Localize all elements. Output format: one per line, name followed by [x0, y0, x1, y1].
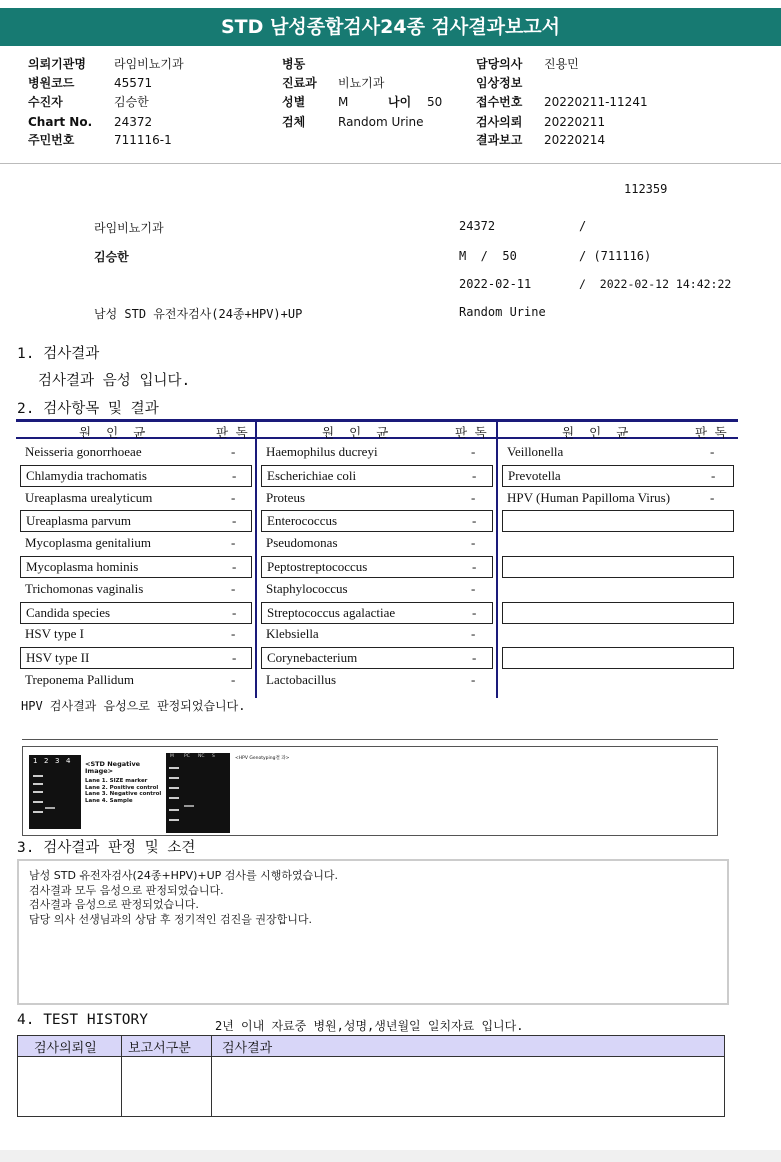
report-title: STD 남성종합검사24종 검사결과보고서: [0, 8, 781, 46]
organism-name: Proteus: [266, 489, 305, 505]
organism-result: -: [471, 444, 476, 459]
table-row: [502, 579, 734, 601]
organism-result: -: [232, 650, 237, 666]
header-label: 검체: [282, 115, 306, 129]
organism-name: Candida species: [26, 604, 111, 620]
organism-result: -: [232, 467, 237, 483]
organism-name: Trichomonas vaginalis: [25, 580, 144, 596]
section2-title: 2. 검사항목 및 결과: [17, 401, 159, 417]
organism-result: -: [471, 580, 476, 596]
column-header-organism: 원 인 균: [562, 425, 629, 440]
organism-name: Treponema Pallidum: [25, 672, 134, 687]
table-row: [502, 442, 734, 464]
header-value: 20220211: [544, 115, 606, 129]
header-value: 45571: [114, 76, 153, 90]
organism-name: Staphylococcus: [266, 580, 348, 596]
header-value: M: [338, 95, 349, 109]
organism-result: -: [471, 672, 476, 687]
caption-line: Lane 4. Sample: [85, 797, 133, 804]
hpv-lane-label: M: [170, 754, 174, 759]
table-row: [20, 533, 252, 555]
chart-number: 24372: [459, 219, 496, 233]
report-datetime: / 2022-02-12 14:42:22: [579, 277, 732, 291]
table-row: [20, 488, 252, 510]
table-row: [20, 442, 252, 464]
caption-line: Lane 2. Positive control: [85, 784, 159, 791]
lane-number: 3: [55, 757, 60, 765]
organism-result: -: [231, 489, 236, 505]
hpv-note: HPV 검사결과 음성으로 판정되었습니다.: [21, 699, 246, 713]
sex-age: M / 50: [459, 249, 517, 263]
organism-result: -: [232, 559, 237, 574]
history-col-result: 검사결과: [222, 1041, 273, 1056]
table-row: [502, 647, 734, 669]
organism-result: -: [232, 604, 237, 620]
table-row: [261, 602, 493, 624]
organism-name: Streptococcus agalactiae: [267, 604, 396, 620]
table-row: [502, 670, 734, 692]
organism-result: -: [231, 535, 236, 551]
table-row: [261, 442, 493, 464]
history-divider: [211, 1036, 212, 1116]
organism-name: Peptostreptococcus: [267, 559, 368, 574]
history-col-report-type: 보고서구분: [128, 1041, 191, 1056]
column-header-result: 판 독: [455, 425, 487, 440]
organism-result: -: [472, 604, 477, 620]
test-name: 남성 STD 유전자검사(24종+HPV)+UP: [94, 307, 303, 321]
table-row: [261, 647, 493, 669]
image-divider: [22, 739, 718, 740]
organism-result: -: [710, 489, 715, 505]
hpv-caption: <HPV Genotyping결 과>: [235, 756, 290, 761]
column-header-result: 판 독: [216, 425, 248, 440]
header-label: 병원코드: [28, 76, 75, 90]
organism-name: Ureaplasma parvum: [26, 513, 132, 529]
opinion-line: 남성 STD 유전자검사(24종+HPV)+UP 검사를 시행하였습니다.: [29, 869, 339, 882]
caption-line: Lane 3. Negative control: [85, 791, 162, 797]
organism-name: HPV (Human Papilloma Virus): [507, 489, 671, 505]
hpv-gel-image: [166, 753, 230, 833]
column-header-result: 판 독: [695, 425, 727, 440]
history-table: [17, 1035, 725, 1117]
lane-number: 4: [66, 757, 71, 765]
organism-name: Prevotella: [508, 467, 561, 483]
header-label: 담당의사: [476, 57, 523, 71]
history-col-request-date: 검사의뢰일: [34, 1041, 97, 1056]
organism-name: Ureaplasma urealyticum: [25, 489, 153, 505]
header-label: 진료과: [282, 76, 317, 90]
table-row: [20, 647, 252, 669]
header-value: 김승한: [114, 95, 149, 109]
organism-name: Veillonella: [507, 444, 564, 459]
organism-name: HSV type I: [25, 626, 84, 642]
table-column-header: [498, 419, 738, 439]
hpv-lane-label: PC: [184, 754, 190, 759]
specimen: Random Urine: [459, 305, 546, 319]
request-date: 2022-02-11: [459, 277, 532, 291]
lane-number: 2: [44, 757, 49, 765]
hpv-lane-label: S: [212, 754, 215, 759]
organism-name: HSV type II: [26, 650, 90, 666]
header-label: 의뢰기관명: [28, 57, 86, 71]
age-label: 나이: [388, 95, 412, 109]
history-header: [18, 1036, 724, 1057]
header-value: 711116-1: [114, 133, 172, 147]
table-row: [261, 624, 493, 646]
organism-result: -: [231, 626, 236, 642]
organism-result: -: [471, 489, 476, 505]
id-suffix: / (711116): [579, 249, 652, 263]
header-label: 결과보고: [476, 133, 523, 147]
table-row: [20, 510, 252, 532]
table-row: [261, 579, 493, 601]
table-row: [502, 602, 734, 624]
table-column-divider: [255, 419, 257, 698]
hpv-lane-label: NC: [198, 754, 205, 759]
header-value: Random Urine: [338, 115, 424, 129]
organism-result: -: [232, 513, 237, 529]
organism-result: -: [231, 444, 236, 459]
table-row: [502, 624, 734, 646]
header-label: 성별: [282, 95, 306, 109]
header-label: 주민번호: [28, 133, 75, 147]
organism-name: Mycoplasma genitalium: [25, 535, 152, 551]
organism-name: Neisseria gonorrhoeae: [25, 444, 142, 459]
table-row: [502, 556, 734, 578]
table-row: [261, 533, 493, 555]
section3-title: 3. 검사결과 판정 및 소견: [17, 840, 196, 856]
table-row: [20, 670, 252, 692]
table-row: [502, 465, 734, 487]
caption-line: Lane 1. SIZE marker: [85, 778, 148, 784]
opinion-line: 검사결과 음성으로 판정되었습니다.: [29, 898, 199, 911]
organism-result: -: [472, 559, 477, 574]
table-row: [502, 510, 734, 532]
gel-image-box: [22, 746, 718, 836]
opinion-box: [17, 859, 729, 1005]
table-row: [261, 465, 493, 487]
organism-name: Pseudomonas: [266, 535, 338, 551]
header-value: 20220211-11241: [544, 95, 648, 109]
lane-number: 1: [33, 757, 38, 765]
history-note: 2년 이내 자료중 병원,성명,생년월일 일치자료 입니다.: [215, 1019, 524, 1033]
table-row: [20, 624, 252, 646]
table-row: [261, 510, 493, 532]
header-value: 진용민: [544, 57, 579, 71]
header-label: 임상정보: [476, 76, 523, 90]
organism-name: Enterococcus: [267, 513, 338, 529]
header-info: [0, 55, 781, 155]
organism-name: Lactobacillus: [266, 672, 337, 687]
header-value: 20220214: [544, 133, 606, 147]
header-label: 검사의뢰: [476, 115, 523, 129]
table-column-header: [16, 419, 256, 439]
header-divider: [0, 163, 781, 164]
opinion-line: 검사결과 모두 음성으로 판정되었습니다.: [29, 883, 224, 897]
header-value: 비뇨기과: [338, 76, 385, 90]
table-row: [20, 465, 252, 487]
header-value: 24372: [114, 115, 153, 129]
table-row: [502, 533, 734, 555]
section1-title: 1. 검사결과: [17, 346, 100, 362]
opinion-line: 담당 의사 선생님과의 상담 후 정기적인 검진을 권장합니다.: [29, 912, 312, 926]
hospital-name: 라임비뇨기과: [94, 221, 164, 235]
organism-name: Haemophilus ducreyi: [266, 444, 378, 459]
organism-result: -: [472, 467, 477, 483]
patient-name: 김승한: [94, 250, 129, 264]
organism-result: -: [471, 626, 476, 642]
id-number: 112359: [624, 182, 668, 196]
table-row: [261, 488, 493, 510]
history-divider: [121, 1036, 122, 1116]
organism-name: Escherichiae coli: [267, 467, 357, 483]
caption-title: <STD Negative Image>: [85, 760, 141, 775]
organism-result: -: [711, 467, 716, 483]
header-label: 병동: [282, 57, 306, 71]
section4-title: 4. TEST HISTORY: [17, 1012, 148, 1028]
header-value: 라임비뇨기과: [114, 57, 184, 71]
organism-result: -: [231, 672, 236, 687]
table-column-divider: [496, 419, 498, 698]
organism-result: -: [471, 535, 476, 551]
organism-name: Chlamydia trachomatis: [26, 467, 147, 483]
organism-result: -: [472, 650, 477, 666]
header-label: 수진자: [28, 95, 63, 109]
std-gel-image: [29, 755, 81, 829]
table-column-header: [257, 419, 497, 439]
organism-name: Klebsiella: [266, 626, 319, 642]
table-row: [20, 579, 252, 601]
std-gel-caption: [85, 761, 165, 804]
table-row: [261, 670, 493, 692]
table-row: [502, 488, 734, 510]
organism-result: -: [710, 444, 715, 459]
chart-slash: /: [579, 219, 587, 233]
organism-result: -: [231, 580, 236, 596]
organism-result: -: [472, 513, 477, 529]
column-header-organism: 원 인 균: [322, 425, 389, 440]
header-label: Chart No.: [28, 115, 93, 129]
table-row: [20, 556, 252, 578]
organism-name: Mycoplasma hominis: [26, 559, 139, 574]
column-header-organism: 원 인 균: [79, 425, 146, 440]
header-label: 접수번호: [476, 95, 523, 109]
section1-text: 검사결과 음성 입니다.: [38, 373, 191, 389]
age-value: 50: [427, 95, 443, 109]
organism-name: Corynebacterium: [267, 650, 358, 666]
table-row: [261, 556, 493, 578]
table-row: [20, 602, 252, 624]
